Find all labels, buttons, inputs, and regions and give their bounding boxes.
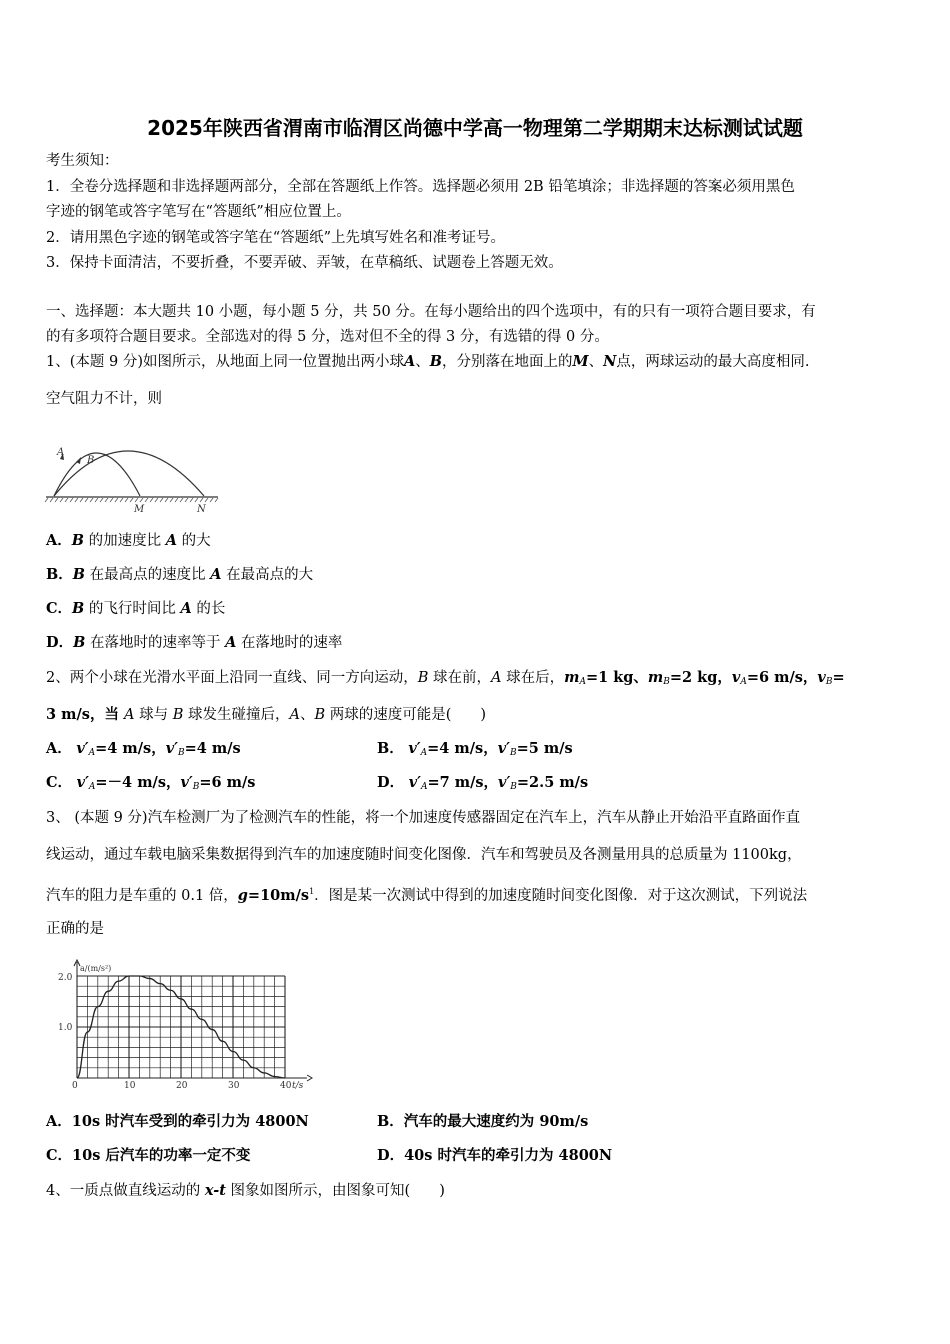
label-n: N [197,504,206,515]
x-tick-0: 0 [72,1081,78,1091]
question-4-stem: 4、一质点做直线运动的 x-t 图象如图所示，由图象可知( ) [46,1182,445,1199]
question-3-stem-2: 线运动，通过车载电脑采集数据得到汽车的加速度随时间变化图像．汽车和驾驶员及各测量用具的总质量为 1100kg， [46,847,802,863]
question-2-stem-cont: 3 m/s，当 A 球与 B 球发生碰撞后，A、B 两球的速度可能是( ) [46,706,487,723]
question-1-stem: 1、(本题 9 分)如图所示，从地面上同一位置抛出两小球A、B，分别落在地面上的M、N点，两球运动的最大高度相同. [46,353,810,370]
y-tick-2: 2.0 [58,973,73,983]
question-3-stem-3: 汽车的阻力是车重的 0.1 倍，$g=10m/s^1$．图是某一次测试中得到的加速度随时间变化图像．对于这次测试，下列说法 [46,887,808,904]
notice-heading: 考生须知： [46,153,119,169]
y-axis-label: a/(m/s²) [80,964,112,973]
label-a: A [57,447,65,458]
q3-option-b[interactable]: B．汽车的最大速度约为 90m/s [377,1113,589,1130]
q2-option-c[interactable]: C． $v'_A=-4$ m/s，$v'_B=6$ m/s [46,774,256,792]
notice-item-3: 3．保持卡面清洁，不要折叠，不要弄破、弄皱，在草稿纸、试题卷上答题无效。 [46,255,563,271]
q2-option-a[interactable]: A． $v'_A=4$ m/s，$v'_B=4$ m/s [46,740,241,758]
notice-item-2: 2．请用黑色字迹的钢笔或答字笔在“答题纸”上先填写姓名和准考证号。 [46,230,506,246]
q1-option-d[interactable]: D．B 在落地时的速率等于 A 在落地时的速率 [46,634,343,651]
q3-option-d[interactable]: D．40s 时汽车的牵引力为 4800N [377,1147,613,1164]
x-tick-20: 20 [176,1081,188,1091]
x-axis-label: t/s [292,1081,304,1091]
section-instructions-1: 一、选择题：本大题共 10 小题，每小题 5 分，共 50 分。在每小题给出的四个选项中，有的只有一项符合题目要求，有 [46,304,816,320]
projectile-figure [44,426,224,516]
label-b: B [87,455,95,466]
page-title: 2025年陕西省渭南市临渭区尚德中学高一物理第二学期期末达标测试试题 [147,116,803,140]
q3-option-c[interactable]: C．10s 后汽车的功率一定不变 [46,1147,251,1164]
q1-option-c[interactable]: C．B 的飞行时间比 A 的长 [46,600,226,617]
label-m: M [134,504,145,515]
q1-option-a[interactable]: A．B 的加速度比 A 的大 [46,532,211,549]
question-2-stem: 2、两个小球在光滑水平面上沿同一直线、同一方向运动，B 球在前，A 球在后，$m_A=1$ kg、$m_B=2$ kg，$v_A=6$ m/s，$v_B=$ [46,669,845,687]
x-tick-30: 30 [228,1081,240,1091]
notice-item-1-cont: 字迹的钢笔或答字笔写在“答题纸”相应位置上。 [46,204,351,220]
y-tick-1: 1.0 [58,1023,73,1033]
q2-option-d[interactable]: D． $v'_A=7$ m/s，$v'_B=2.5$ m/s [377,774,589,792]
question-3-stem-4: 正确的是 [46,921,104,937]
question-1-stem-cont: 空气阻力不计，则 [46,391,162,407]
x-tick-40: 40 [280,1081,292,1091]
acceleration-chart [44,956,314,1092]
question-3-stem-1: 3、 (本题 9 分)汽车检测厂为了检测汽车的性能，将一个加速度传感器固定在汽车上，汽车从静止开始沿平直路面作直 [46,810,801,826]
notice-item-1: 1．全卷分选择题和非选择题两部分，全部在答题纸上作答。选择题必须用 2B 铅笔填涂；非选择题的答案必须用黑色 [46,179,795,195]
q3-option-a[interactable]: A．10s 时汽车受到的牵引力为 4800N [46,1113,309,1130]
q1-option-b[interactable]: B．B 在最高点的速度比 A 在最高点的大 [46,566,314,583]
section-instructions-2: 的有多项符合题目要求。全部选对的得 5 分，选对但不全的得 3 分，有选错的得 0 分。 [46,329,609,345]
q2-option-b[interactable]: B． $v'_A=4$ m/s，$v'_B=5$ m/s [377,740,573,758]
x-tick-10: 10 [124,1081,136,1091]
